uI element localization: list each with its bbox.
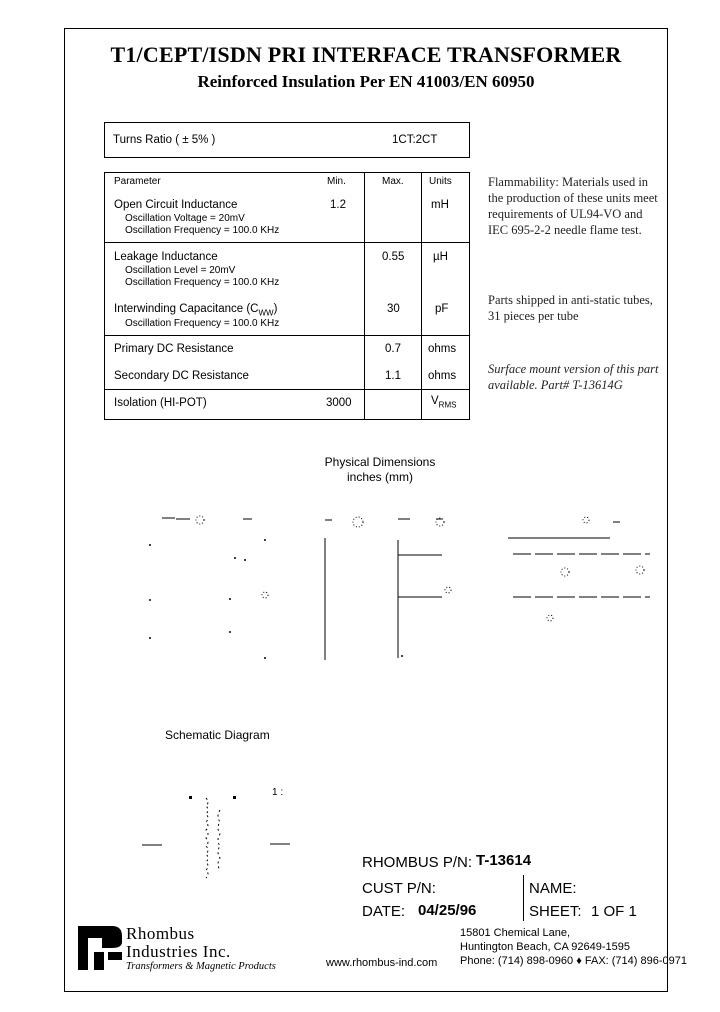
company-website: www.rhombus-ind.com (326, 957, 438, 969)
company-address (460, 926, 687, 968)
ocl-condition-frequency: Oscillation Frequency = 100.0 KHz (125, 225, 280, 236)
isolation-units (431, 395, 456, 409)
date-label: DATE: (362, 903, 406, 920)
ocl-units: mH (431, 199, 449, 211)
capacitance-close: ) (273, 303, 278, 315)
name-label: NAME: (529, 880, 577, 897)
company-name-line2: Industries Inc. (126, 942, 231, 961)
secondary-dcr-name: Secondary DC Resistance (114, 370, 249, 382)
secondary-dcr-units: ohms (428, 370, 457, 382)
address-line2: Huntington Beach, CA 92649-1595 (460, 941, 631, 953)
isolation-units-text: V (431, 395, 439, 407)
pn-value: T-13614 (476, 852, 532, 869)
col-divider-min (364, 173, 365, 419)
isolation-min: 3000 (326, 397, 352, 409)
schematic-title: Schematic Diagram (165, 728, 270, 742)
company-name (126, 925, 231, 961)
leakage-units: µH (433, 251, 448, 263)
capacitance-name-text: Interwinding Capacitance (C (114, 303, 259, 315)
row-divider (105, 335, 469, 336)
leakage-condition-level: Oscillation Level = 20mV (125, 265, 236, 276)
shipping-note: Parts shipped in anti-static tubes, 31 pieces per tube (488, 293, 653, 323)
turns-ratio-box (104, 122, 470, 158)
sheet-value: 1 OF 1 (591, 903, 637, 920)
company-tagline: Transformers & Magnetic Products (126, 961, 276, 972)
dimension-drawings (120, 500, 660, 670)
turns-ratio-value: 1CT:2CT (392, 134, 438, 146)
spec-table (104, 172, 470, 420)
cust-pn-label: CUST P/N: (362, 880, 436, 897)
rhombus-logo-icon (78, 926, 124, 970)
col-divider-max (421, 173, 422, 419)
isolation-units-subscript: RMS (438, 400, 457, 410)
capacitance-condition-frequency: Oscillation Frequency = 100.0 KHz (125, 318, 280, 329)
isolation-name: Isolation (HI-POT) (114, 397, 207, 409)
ocl-name: Open Circuit Inductance (114, 199, 238, 211)
secondary-dcr-max: 1.1 (385, 370, 401, 382)
header-max: Max. (382, 176, 404, 187)
flammability-note: Flammability: Materials used in the production of these units meet requirements of UL94-VO and IEC 695-2-2 needle flame test. (488, 175, 658, 237)
capacitance-subscript: WW (258, 308, 274, 318)
document-title: T1/CEPT/ISDN PRI INTERFACE TRANSFORMER (110, 42, 622, 67)
capacitance-name (114, 303, 277, 317)
ocl-condition-voltage: Oscillation Voltage = 20mV (125, 213, 245, 224)
dimensions-title (300, 455, 460, 485)
address-line1: 15801 Chemical Lane, (460, 927, 571, 939)
date-value: 04/25/96 (418, 902, 477, 919)
sheet-label: SHEET: (529, 903, 582, 920)
schematic-drawing (140, 790, 300, 900)
dimensions-title-line1: Physical Dimensions (324, 455, 436, 469)
document-subtitle: Reinforced Insulation Per EN 41003/EN 60950 (197, 72, 535, 91)
schematic-ratio-label: 1 : (272, 787, 284, 798)
company-name-line1: Rhombus (126, 924, 195, 943)
row-divider (105, 242, 469, 243)
pn-label: RHOMBUS P/N: (362, 854, 473, 871)
surface-mount-note: Surface mount version of this part available. Part# T-13614G (488, 362, 659, 392)
header-min: Min. (327, 176, 346, 187)
leakage-max: 0.55 (382, 251, 405, 263)
header-units: Units (429, 176, 452, 187)
leakage-name: Leakage Inductance (114, 251, 218, 263)
phone-fax: Phone: (714) 898-0960 ♦ FAX: (714) 896-0971 (460, 955, 687, 967)
capacitance-units: pF (435, 303, 449, 315)
header-parameter: Parameter (114, 176, 161, 187)
capacitance-max: 30 (387, 303, 400, 315)
primary-dcr-units: ohms (428, 343, 457, 355)
leakage-condition-frequency: Oscillation Frequency = 100.0 KHz (125, 277, 280, 288)
ocl-min: 1.2 (330, 199, 346, 211)
dimensions-title-line2: inches (mm) (346, 470, 413, 484)
turns-ratio-label: Turns Ratio ( ± 5% ) (113, 134, 216, 146)
primary-dcr-name: Primary DC Resistance (114, 343, 234, 355)
row-divider (105, 389, 469, 390)
primary-dcr-max: 0.7 (385, 343, 401, 355)
title-block-divider (523, 875, 524, 921)
